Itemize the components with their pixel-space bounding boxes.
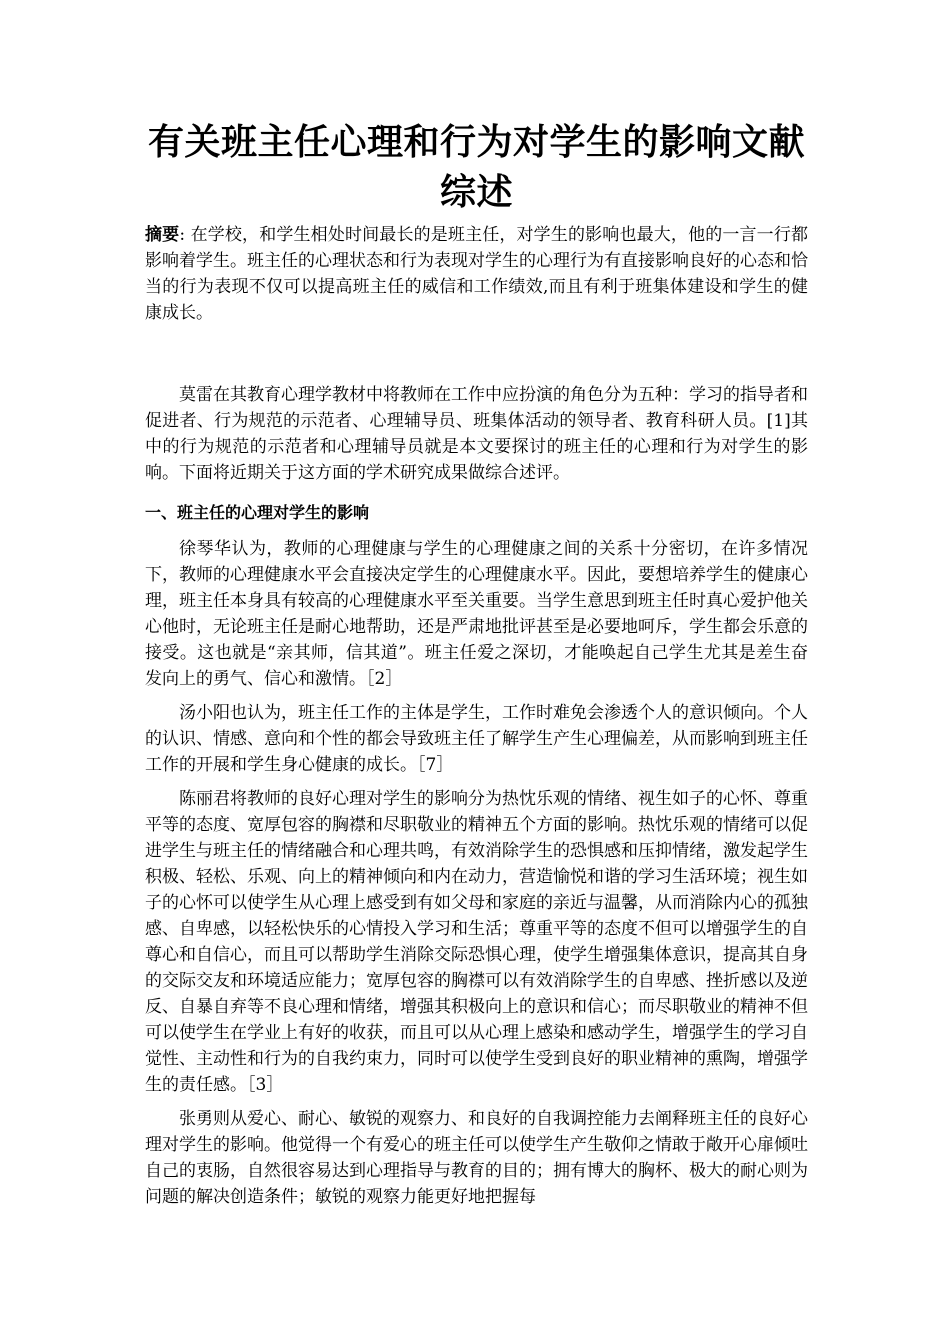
- intro-paragraph: 莫雷在其教育心理学教材中将教师在工作中应扮演的角色分为五种：学习的指导者和促进者、行为规范的示范者、心理辅导员、班集体活动的领导者、教育科研人员。[1]其中的行为规范的示范者和心理辅导员就是本文要探讨的班主任的心理和行为对学生的影响。下面将近期关于这方面的学术研究成果做综合述评。: [145, 385, 808, 483]
- abstract-label: 摘要: [145, 225, 180, 245]
- body-paragraph: 陈丽君将教师的良好心理对学生的影响分为热忱乐观的情绪、视生如子的心怀、尊重平等的态度、宽厚包容的胸襟和尽职敬业的精神五个方面的影响。热忱乐观的情绪可以促进学生与班主任的情绪融合和心理共鸣，有效消除学生的恐惧感和压抑情绪，激发起学生积极、轻松、乐观、向上的精神倾向和内在动力，营造愉悦和谐的学习生活环境；视生如子的心怀可以使学生从心理上感受到有如父母和家庭的亲近与温馨，从而消除内心的孤独感、自卑感，以轻松快乐的心情投入学习和生活；尊重平等的态度不但可以增强学生的自尊心和自信心，而且可以帮助学生消除交际恐惧心理，使学生增强集体意识，提高其自身的交际交友和环境适应能力；宽厚包容的胸襟可以有效消除学生的自卑感、挫折感以及逆反、自暴自弃等不良心理和情绪，增强其积极向上的意识和信心；而尽职敬业的精神不但可以使学生在学业上有好的收获，而且可以从心理上感染和感动学生，增强学生的学习自觉性、主动性和行为的自我约束力，同时可以使学生受到良好的职业精神的熏陶，增强学生的责任感。［3］: [145, 789, 808, 1095]
- section-heading: 一、班主任的心理对学生的影响: [145, 503, 370, 522]
- document-title: 有关班主任心理和行为对学生的影响文献综述: [147, 122, 805, 213]
- body-paragraph: 张勇则从爱心、耐心、敏锐的观察力、和良好的自我调控能力去阐释班主任的良好心理对学生的影响。他觉得一个有爱心的班主任可以使学生产生敬仰之情敢于敞开心扉倾吐自己的衷肠，自然很容易达到心理指导与教育的目的；拥有博大的胸杯、极大的耐心则为问题的解决创造条件；敏锐的观察力能更好地把握每: [145, 1109, 808, 1207]
- abstract: [145, 222, 808, 326]
- body-paragraph: 汤小阳也认为，班主任工作的主体是学生，工作时难免会渗透个人的意识倾向。个人的认识、情感、意向和个性的都会导致班主任了解学生产生心理偏差，从而影响到班主任工作的开展和学生身心健康的成长。［7］: [145, 703, 808, 775]
- body-paragraph: 徐琴华认为，教师的心理健康与学生的心理健康之间的关系十分密切，在许多情况下，教师的心理健康水平会直接决定学生的心理健康水平。因此，要想培养学生的健康心理，班主任本身具有较高的心理健康水平至关重要。当学生意思到班主任时真心爱护他关心他时，无论班主任是耐心地帮助，还是严肃地批评甚至是必要地呵斥，学生都会乐意的接受。这也就是“亲其师，信其道”。班主任爱之深切，才能唤起自己学生尤其是差生奋发向上的勇气、信心和激情。［2］: [145, 539, 808, 689]
- abstract-text: : 在学校，和学生相处时间最长的是班主任，对学生的影响也最大，他的一言一行都影响着学生。班主任的心理状态和行为表现对学生的心理行为有直接影响良好的心态和恰当的行为表现不仅可以提高班主任的威信和工作绩效,而且有利于班集体建设和学生的健康成长。: [145, 225, 808, 323]
